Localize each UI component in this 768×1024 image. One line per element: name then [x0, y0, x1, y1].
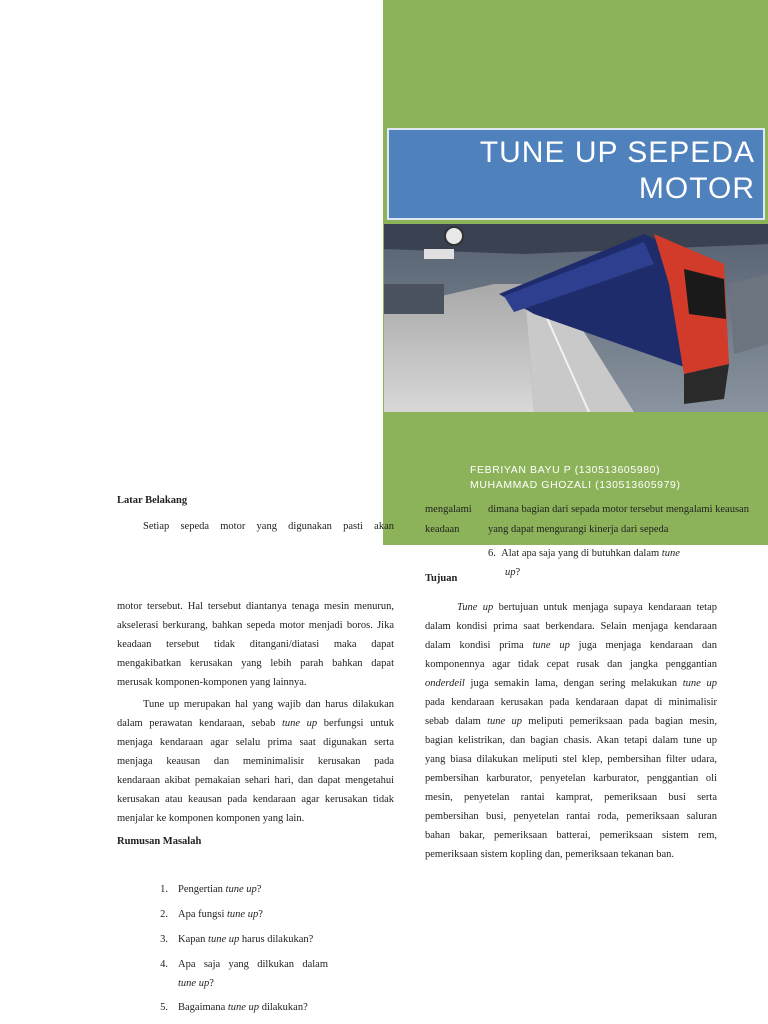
- author-1: FEBRIYAN BAYU P (130513605980): [470, 464, 661, 476]
- tujuan-line: dalam kondisi prima saat berkendara. Selain menjaga kendaraan: [425, 621, 717, 632]
- tujuan-line: komponennya agar tidak cepat rusak dan jangka penggantian: [425, 659, 717, 670]
- author-2: MUHAMMAD GHOZALI (130513605979): [470, 479, 681, 491]
- question-6: 6. Alat apa saja yang di butuhkan dalam tune up?: [488, 548, 680, 578]
- continuation-col-1: mengalami keadaan: [425, 504, 472, 535]
- cover-title-line-2: MOTOR: [638, 172, 755, 205]
- tujuan-line: sebab dalam tune up meliputi pemeriksaan pada bagian mesin,: [425, 716, 718, 727]
- tujuan-line: yang biasa dilakukan meliputi stel klep, pembersihan filter udara,: [425, 754, 717, 765]
- tujuan-line: Tune up bertujuan untuk menjaga supaya kendaraan tetap: [457, 602, 718, 613]
- train-station-photo: [384, 224, 768, 412]
- continuation-col-2: dimana bagian dari sepada motor tersebut mengalami keausan yang dapat mengurangi kinerja dari sepeda: [488, 504, 749, 535]
- tujuan-line: pada kendaraan kerusakan pada kendaraan dapat di minimalisir: [425, 697, 717, 708]
- question-1: 1. Pengertian tune up?: [160, 884, 262, 895]
- cover-authors: [470, 463, 681, 493]
- question-2: 2. Apa fungsi tune up?: [160, 909, 263, 920]
- question-5: 5. Bagaimana tune up dilakukan?: [160, 1002, 308, 1013]
- tujuan-paragraph: [425, 598, 717, 864]
- heading-latar-belakang: Latar Belakang: [117, 495, 188, 506]
- cover-title-box: [387, 128, 765, 220]
- tujuan-line: bahan bakar, pemeriksaan batterai, pemeriksaan sistem rem,: [425, 830, 717, 841]
- heading-rumusan-masalah: Rumusan Masalah: [117, 836, 202, 847]
- tujuan-line: bagian kelistrikan, dan bagian chasis. Akan tetapi dalam tune up: [425, 735, 717, 746]
- question-4: 4. Apa saja yang dilkukan dalam tune up?: [160, 959, 328, 989]
- cover-title-line-1: TUNE UP SEPEDA: [479, 136, 755, 169]
- tujuan-line: pemeriksaan sistem kopling dan, pemeriksaan tekanan ban.: [425, 849, 675, 860]
- latar-paragraph-1: motor tersebut. Hal tersebut diantanya tenaga mesin menurun, akselerasi berkurang, bahkan sepeda motor menjadi boros. Jika keadaan tersebut tidak ditangani/diatasi maka dapat mengakibatkan kerusakan yang lebih parah bahkan dapat merusak komponen-komponen yang lainnya.: [117, 601, 394, 688]
- tujuan-line: dalam kondisi prima tune up juga menjaga kendaraan dan: [425, 640, 717, 651]
- tujuan-line: onderdeil juga semakin lama, dengan sering melakukan tune up: [425, 678, 718, 689]
- heading-tujuan: Tujuan: [425, 573, 458, 584]
- latar-paragraph-2: Tune up merupakan hal yang wajib dan harus dilakukan dalam perawatan kendaraan, sebab tune up berfungsi untuk menjaga kendaraan agar selalu prima saat digunakan serta menjaga keausan dan meminimalisir kerusakan pada kendaraan akibat pemakaian sehari hari, dan dapat mengetahui kerusakan atau keausan pada kendaraan agar kerusakan tidak menjalar ke komponen komponen yang lain.: [117, 699, 394, 824]
- question-3: 3. Kapan tune up harus dilakukan?: [160, 934, 314, 945]
- tujuan-line: pembersihan busi, penyetelan rantai roda, pemeriksaan saluran: [425, 811, 717, 822]
- tujuan-line: mesin, penyetelan rantai kamprat, pemeriksaan busi serta: [425, 792, 717, 803]
- latar-first-line: Setiap sepeda motor yang digunakan pasti akan: [143, 521, 394, 532]
- tujuan-line: pembersihan karburator, penyetelan karburator, penggantian oli: [425, 773, 717, 784]
